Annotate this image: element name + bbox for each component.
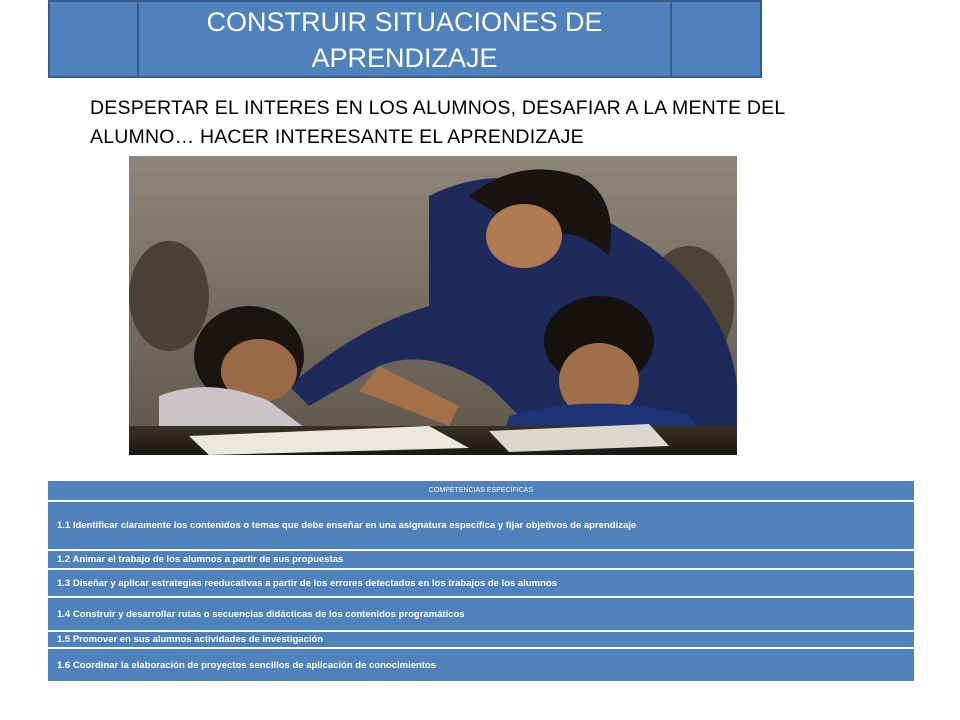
classroom-photo-image [129,156,737,455]
banner-title-cell [137,0,672,78]
title-banner [48,0,762,78]
slide-subtitle: DESPERTAR EL INTERES EN LOS ALUMNOS, DESAFIAR A LA MENTE DEL ALUMNO… HACER INTERESANTE EL APRENDIZAJE [90,97,785,148]
table-row: 1.3 Diseñar y aplicar estrategias reeducativas a partir de los errores detectados en los trabajos de los alumnos [48,570,914,598]
banner-left-cell [48,0,139,78]
table-row: 1.2 Animar el trabajo de los alumnos a partir de sus propuestas [48,551,914,570]
table-row: 1.1 Identificar claramente los contenidos o temas que debe enseñar en una asignatura específica y fijar objetivos de aprendizaje [48,502,914,551]
competencias-table [48,481,914,681]
classroom-photo [129,156,737,455]
table-row: 1.6 Coordinar la elaboración de proyectos sencillos de aplicación de conocimientos [48,649,914,681]
table-row: 1.4 Construir y desarrollar rutas o secuencias didácticas de los contenidos programáticos [48,598,914,632]
table-header: COMPETENCIAS ESPECÍFICAS [48,481,914,502]
slide-title: CONSTRUIR SITUACIONES DE APRENDIZAJE [206,7,603,73]
banner-right-cell [670,0,762,78]
table-row: 1.5 Promover en sus alumnos actividades de investigación [48,632,914,649]
